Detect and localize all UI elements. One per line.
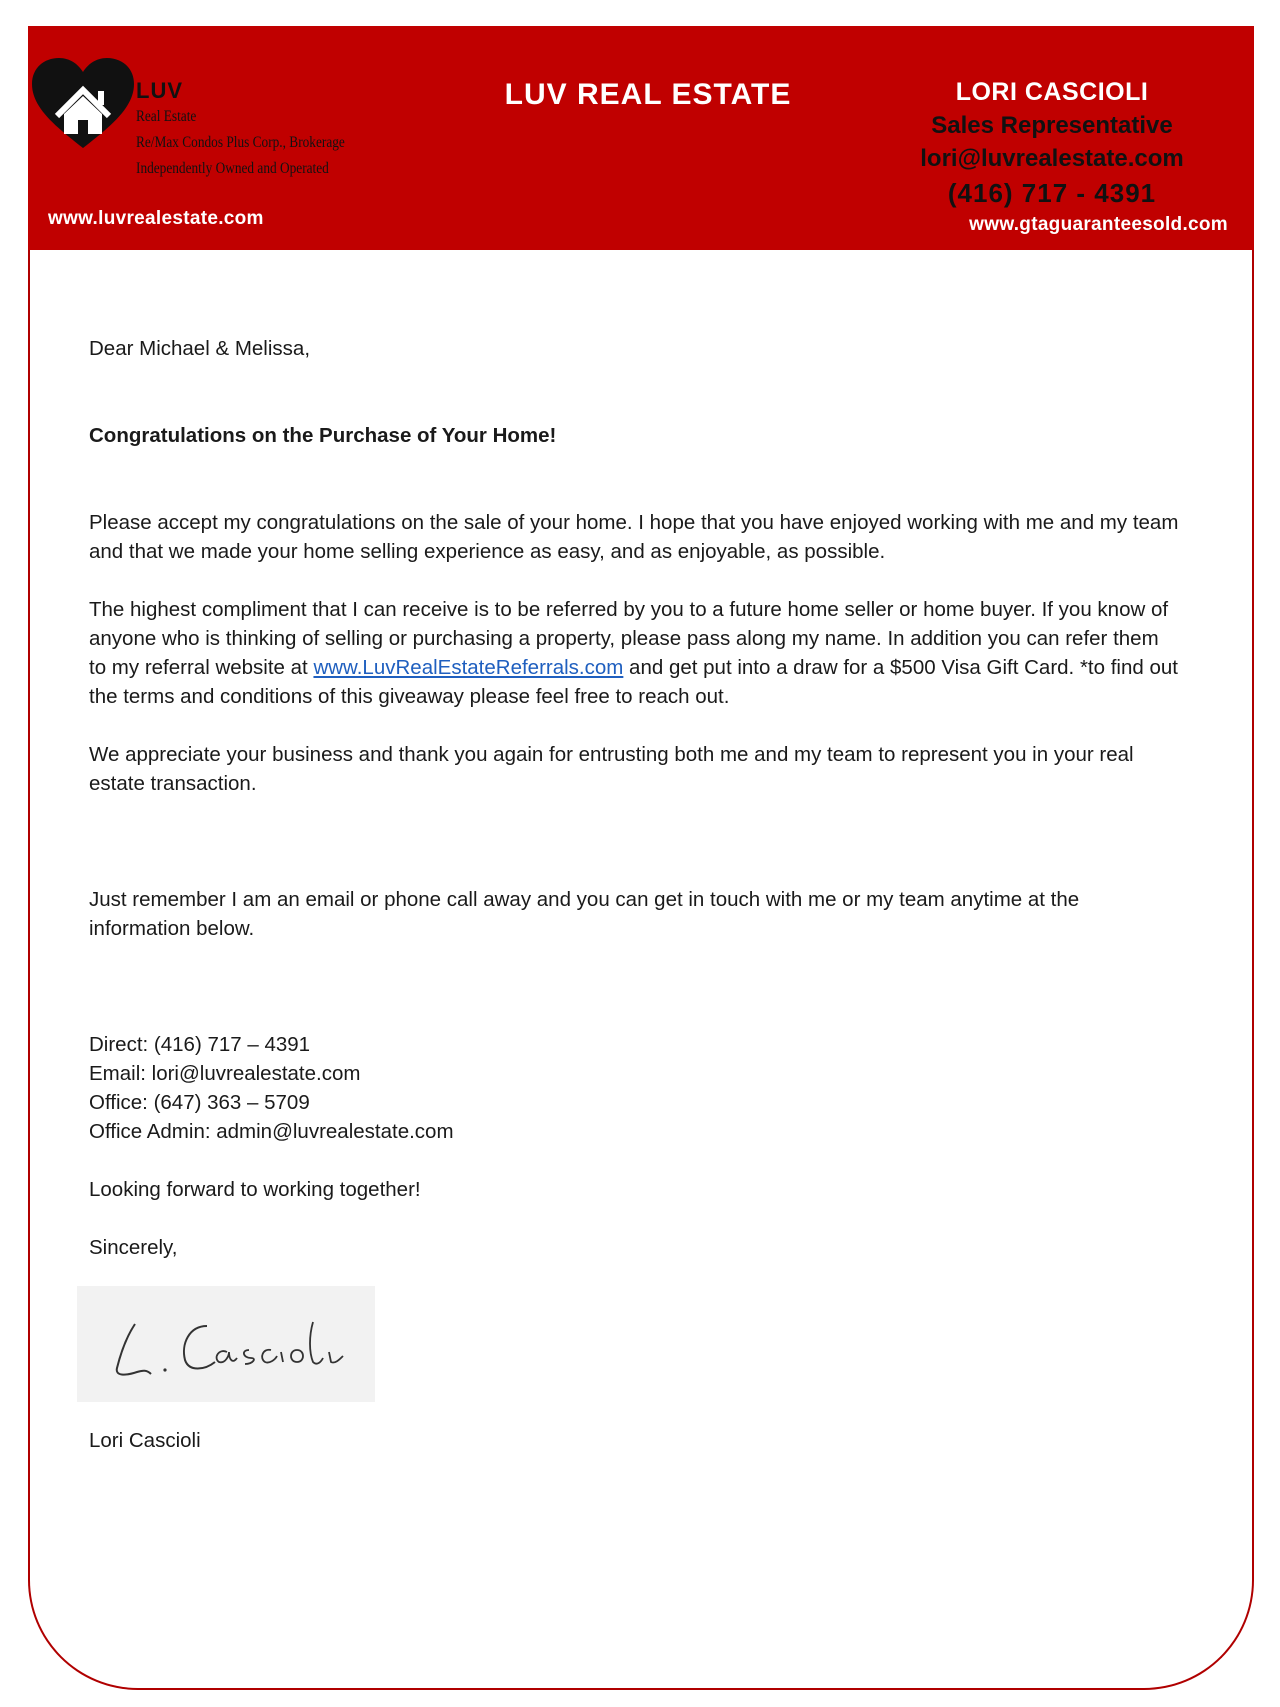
referral-text-after: and get put into a draw for a $500 Visa Gift Card. *to find out the terms and conditions of this giveaway please feel free to reach out. (89, 656, 1178, 708)
contact-email: Email: lori@luvrealestate.com (89, 1062, 361, 1085)
paragraph-referral (89, 595, 1179, 711)
paragraph-congratulations: Please accept my congratulations on the sale of your home. I hope that you have enjoyed working with me and my team and that we made your home selling experience as easy, and as enjoyable, as possible. (89, 511, 1179, 563)
contact-office: Office: (647) 363 – 5709 (89, 1091, 310, 1114)
salutation: Dear Michael & Melissa, (89, 337, 311, 360)
logo-line-1: Real Estate (136, 108, 197, 125)
agent-title: Sales Representative (931, 112, 1173, 139)
referral-website-link[interactable]: www.LuvRealEstateReferrals.com (313, 656, 624, 679)
agent-email[interactable]: lori@luvrealestate.com (920, 145, 1184, 172)
agent-contact-block (892, 76, 1212, 210)
letterhead-banner (28, 26, 1254, 250)
company-name: LUV REAL ESTATE (504, 78, 792, 111)
contact-admin: Office Admin: admin@luvrealestate.com (89, 1120, 454, 1143)
website-link-right[interactable]: www.gtaguaranteesold.com (969, 214, 1228, 235)
contact-direct: Direct: (416) 717 – 4391 (89, 1033, 311, 1056)
logo-line-3: Independently Owned and Operated (136, 160, 329, 177)
agent-name: LORI CASCIOLI (955, 78, 1149, 106)
letter-body (89, 334, 1179, 1455)
handwritten-signature-icon (77, 1286, 375, 1402)
logo-brand: LUV (136, 78, 183, 103)
heart-house-logo-icon (32, 58, 134, 150)
signature-image (77, 1286, 375, 1402)
agent-phone[interactable]: (416) 717 - 4391 (947, 178, 1157, 208)
logo-text (136, 78, 379, 182)
closing-line: Looking forward to working together! (89, 1178, 421, 1201)
referral-text-before: The highest compliment that I can receive is to be referred by you to a future home seller or home buyer. If you know of anyone who is thinking of selling or purchasing a property, please pass along my name. In addition you can refer them to my referral website at (89, 598, 1169, 679)
signer-name: Lori Cascioli (89, 1429, 201, 1452)
paragraph-appreciation: We appreciate your business and thank you again for entrusting both me and my team to represent you in your real estate transaction. (89, 743, 1134, 795)
website-link-left[interactable]: www.luvrealestate.com (48, 208, 264, 229)
signoff: Sincerely, (89, 1236, 178, 1259)
contact-list (89, 1030, 1179, 1146)
headline: Congratulations on the Purchase of Your Home! (89, 424, 557, 447)
paragraph-contact-reminder: Just remember I am an email or phone call away and you can get in touch with me or my team anytime at the information below. (89, 888, 1080, 940)
logo-line-2: Re/Max Condos Plus Corp., Brokerage (136, 134, 345, 151)
